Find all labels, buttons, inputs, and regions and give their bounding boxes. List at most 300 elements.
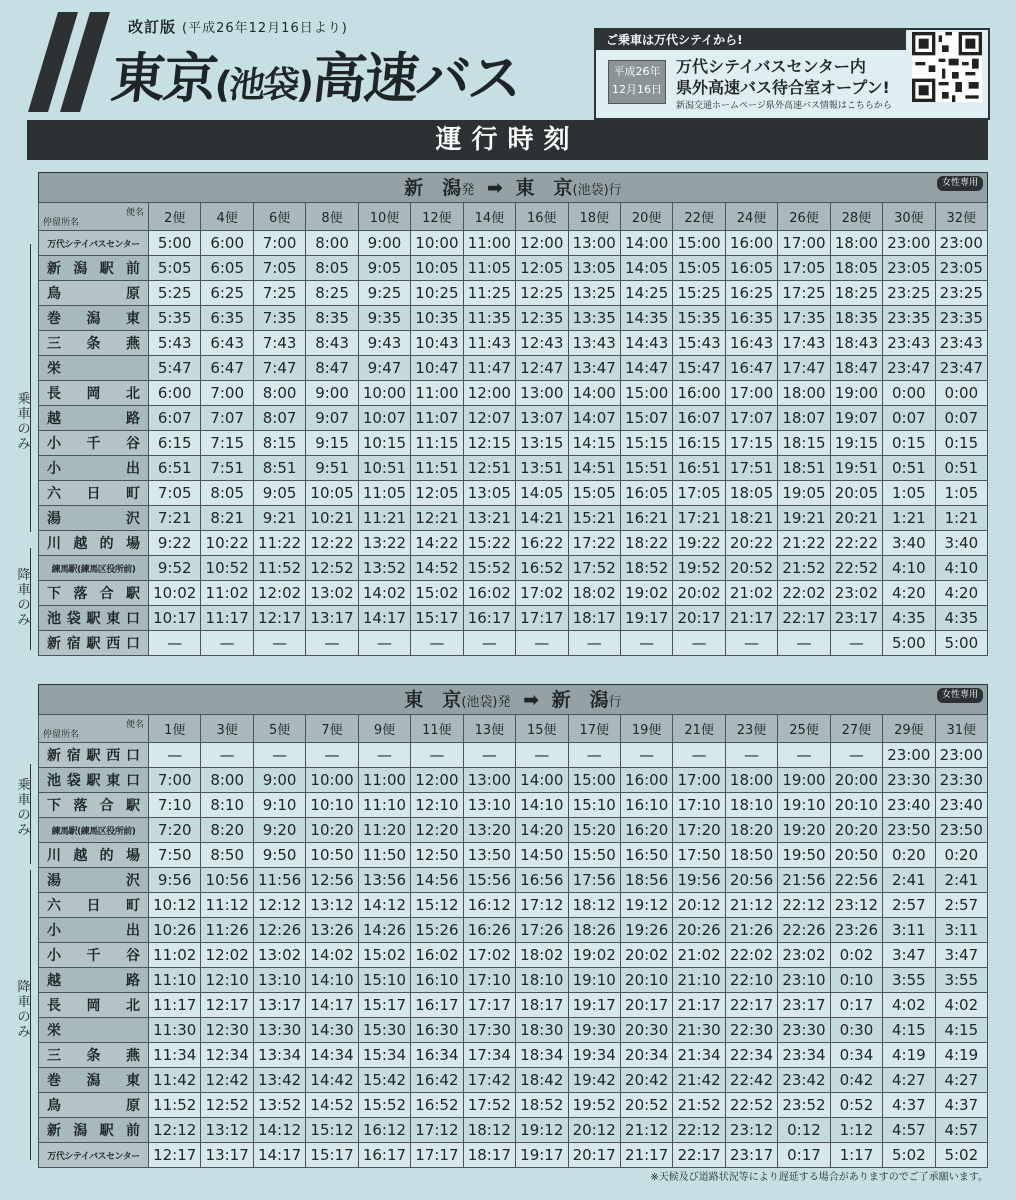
outbound-table — [38, 202, 988, 656]
time-cell: 15:17 — [306, 1143, 358, 1168]
time-cell: 21:12 — [620, 1118, 672, 1143]
time-cell: 11:17 — [149, 993, 201, 1018]
bus-number-header: 8便 — [306, 203, 358, 231]
bus-number-header: 29便 — [883, 715, 935, 743]
time-cell: 16:52 — [516, 556, 568, 581]
time-cell: 12:17 — [201, 993, 253, 1018]
time-cell: 0:52 — [830, 1093, 882, 1118]
time-cell: 10:25 — [411, 281, 463, 306]
corner-bus-label: 便名 — [125, 208, 144, 218]
time-cell: 17:52 — [568, 556, 620, 581]
time-cell: 10:22 — [201, 531, 253, 556]
bus-number-header: 24便 — [725, 203, 777, 231]
time-cell: 4:20 — [935, 581, 987, 606]
time-cell: 15:50 — [568, 843, 620, 868]
time-cell: 4:10 — [883, 556, 935, 581]
time-cell: 15:30 — [358, 1018, 410, 1043]
time-cell: 13:02 — [306, 581, 358, 606]
time-cell: 18:00 — [725, 768, 777, 793]
time-cell: 11:02 — [201, 581, 253, 606]
time-cell: 18:00 — [830, 231, 882, 256]
time-cell: 13:10 — [253, 968, 305, 993]
time-cell: 5:35 — [149, 306, 201, 331]
time-cell: 16:22 — [516, 531, 568, 556]
time-cell: 11:07 — [411, 406, 463, 431]
time-cell: 13:51 — [516, 456, 568, 481]
time-cell: 4:02 — [883, 993, 935, 1018]
time-cell: 13:02 — [253, 943, 305, 968]
time-cell: 16:10 — [620, 793, 672, 818]
table-row — [39, 1018, 988, 1043]
time-cell: 23:40 — [883, 793, 935, 818]
time-cell: 23:00 — [935, 743, 987, 768]
time-cell: 11:15 — [411, 431, 463, 456]
time-cell: 10:05 — [306, 481, 358, 506]
stop-name: 新潟駅前 — [39, 256, 149, 281]
time-cell: 15:10 — [358, 968, 410, 993]
time-cell: 0:42 — [830, 1068, 882, 1093]
time-cell: 14:15 — [568, 431, 620, 456]
time-cell: — — [149, 743, 201, 768]
time-cell: 21:52 — [778, 556, 830, 581]
inbound-table-body — [39, 743, 988, 1168]
time-cell: 11:52 — [149, 1093, 201, 1118]
time-cell: 23:30 — [883, 768, 935, 793]
time-cell: 23:34 — [778, 1043, 830, 1068]
time-cell: 9:00 — [253, 768, 305, 793]
time-cell: 0:20 — [935, 843, 987, 868]
time-cell: 11:00 — [463, 231, 515, 256]
time-cell: 10:00 — [358, 381, 410, 406]
stop-name: 湯沢 — [39, 868, 149, 893]
time-cell: 14:47 — [620, 356, 672, 381]
footnote: ※天候及び道路状況等により遅延する場合がありますのでご了承願います。 — [650, 1172, 988, 1183]
time-cell: 5:47 — [149, 356, 201, 381]
time-cell: 19:21 — [778, 506, 830, 531]
time-cell: 10:21 — [306, 506, 358, 531]
corner-stop-label: 停留所名 — [43, 218, 80, 228]
time-cell: 13:00 — [568, 231, 620, 256]
time-cell: 4:57 — [935, 1118, 987, 1143]
edition-date: (平成26年12月16日より) — [182, 21, 348, 36]
notice-date-day: 12月16日 — [612, 83, 662, 96]
time-cell: 16:52 — [411, 1093, 463, 1118]
stop-name: 越路 — [39, 406, 149, 431]
time-cell: 2:41 — [935, 868, 987, 893]
time-cell: 23:17 — [830, 606, 882, 631]
time-cell: — — [253, 631, 305, 656]
bus-number-header: 12便 — [411, 203, 463, 231]
time-cell: 11:10 — [358, 793, 410, 818]
time-cell: — — [725, 631, 777, 656]
time-cell: 20:30 — [620, 1018, 672, 1043]
time-cell: 13:17 — [201, 1143, 253, 1168]
bus-number-header: 19便 — [620, 715, 672, 743]
stop-name: 六日町 — [39, 893, 149, 918]
time-cell: 14:43 — [620, 331, 672, 356]
time-cell: 17:47 — [778, 356, 830, 381]
time-cell: 2:41 — [883, 868, 935, 893]
time-cell: 6:51 — [149, 456, 201, 481]
time-cell: 11:52 — [253, 556, 305, 581]
time-cell: 18:05 — [725, 481, 777, 506]
time-cell: 0:07 — [883, 406, 935, 431]
time-cell: — — [516, 631, 568, 656]
stop-name: 練馬駅(練馬区役所前) — [39, 556, 149, 581]
time-cell: 3:11 — [935, 918, 987, 943]
time-cell: 8:15 — [253, 431, 305, 456]
time-cell: 19:00 — [830, 381, 882, 406]
time-cell: 18:02 — [516, 943, 568, 968]
time-cell: 18:30 — [516, 1018, 568, 1043]
time-cell: 7:15 — [201, 431, 253, 456]
time-cell: 7:43 — [253, 331, 305, 356]
time-cell: 16:12 — [358, 1118, 410, 1143]
time-cell: 19:02 — [568, 943, 620, 968]
time-cell: 12:02 — [201, 943, 253, 968]
time-cell: 14:10 — [306, 968, 358, 993]
time-cell: 8:00 — [306, 231, 358, 256]
board-only-label-inbound: 乗車のみ — [17, 778, 31, 838]
time-cell: 19:52 — [673, 556, 725, 581]
outbound-ikebukuro: (池袋) — [572, 183, 609, 198]
bus-number-header: 5便 — [253, 715, 305, 743]
time-cell: 19:50 — [778, 843, 830, 868]
time-cell: 14:34 — [306, 1043, 358, 1068]
notice-headline: ご乗車は万代シテイから! — [596, 30, 906, 50]
time-cell: 12:21 — [411, 506, 463, 531]
table-row — [39, 431, 988, 456]
time-cell: 18:20 — [725, 818, 777, 843]
time-cell: 17:21 — [673, 506, 725, 531]
outbound-route-title — [38, 172, 988, 202]
time-cell: 7:51 — [201, 456, 253, 481]
time-cell: 9:05 — [358, 256, 410, 281]
bus-number-header: 16便 — [516, 203, 568, 231]
time-cell: 18:25 — [830, 281, 882, 306]
time-cell: 17:07 — [725, 406, 777, 431]
time-cell: — — [149, 631, 201, 656]
corner-cell — [39, 203, 149, 231]
time-cell: 19:00 — [778, 768, 830, 793]
time-cell: 12:56 — [306, 868, 358, 893]
time-cell: 13:52 — [358, 556, 410, 581]
time-cell: 10:10 — [306, 793, 358, 818]
time-cell: 13:17 — [253, 993, 305, 1018]
time-cell: 14:17 — [253, 1143, 305, 1168]
time-cell: 4:19 — [935, 1043, 987, 1068]
time-cell: 10:56 — [201, 868, 253, 893]
time-cell: 11:51 — [411, 456, 463, 481]
time-cell: 14:26 — [358, 918, 410, 943]
time-cell: 8:25 — [306, 281, 358, 306]
time-cell: — — [463, 631, 515, 656]
time-cell: 12:51 — [463, 456, 515, 481]
time-cell: 15:07 — [620, 406, 672, 431]
time-cell: 14:20 — [516, 818, 568, 843]
time-cell: 9:50 — [253, 843, 305, 868]
bus-number-header: 26便 — [778, 203, 830, 231]
time-cell: — — [568, 631, 620, 656]
bus-number-header: 7便 — [306, 715, 358, 743]
time-cell: 11:10 — [149, 968, 201, 993]
time-cell: 7:05 — [149, 481, 201, 506]
time-cell: 15:00 — [620, 381, 672, 406]
inbound-to: 新 潟 — [551, 689, 609, 711]
time-cell: 9:00 — [358, 231, 410, 256]
time-cell: — — [673, 743, 725, 768]
time-cell: 21:26 — [725, 918, 777, 943]
time-cell: 8:00 — [201, 768, 253, 793]
time-cell: 22:34 — [725, 1043, 777, 1068]
time-cell: 15:12 — [306, 1118, 358, 1143]
time-cell: 23:43 — [935, 331, 987, 356]
time-cell: 16:00 — [725, 231, 777, 256]
stop-name: 万代シテイバスセンター — [39, 1143, 149, 1168]
bus-number-header: 17便 — [568, 715, 620, 743]
time-cell: — — [620, 631, 672, 656]
time-cell: 11:05 — [463, 256, 515, 281]
time-cell: 18:00 — [778, 381, 830, 406]
time-cell: 23:02 — [830, 581, 882, 606]
time-cell: 21:30 — [673, 1018, 725, 1043]
time-cell: 5:00 — [883, 631, 935, 656]
time-cell: 15:47 — [673, 356, 725, 381]
bus-number-header: 2便 — [149, 203, 201, 231]
time-cell: 13:15 — [516, 431, 568, 456]
time-cell: 13:42 — [253, 1068, 305, 1093]
stop-name: 小出 — [39, 456, 149, 481]
time-cell: 18:15 — [778, 431, 830, 456]
time-cell: 5:05 — [149, 256, 201, 281]
time-cell: 7:21 — [149, 506, 201, 531]
time-cell: 6:05 — [201, 256, 253, 281]
outbound-bound-suffix: 行 — [608, 183, 622, 198]
time-cell: 11:21 — [358, 506, 410, 531]
time-cell: 19:15 — [830, 431, 882, 456]
time-cell: 0:20 — [883, 843, 935, 868]
table-row — [39, 1068, 988, 1093]
notice-date-badge — [608, 60, 666, 104]
time-cell: 22:26 — [778, 918, 830, 943]
inbound-bound-suffix: 行 — [608, 695, 622, 710]
stop-name: 池袋駅東口 — [39, 768, 149, 793]
time-cell: 17:17 — [463, 993, 515, 1018]
table-row — [39, 631, 988, 656]
time-cell: 12:10 — [201, 968, 253, 993]
time-cell: 9:07 — [306, 406, 358, 431]
time-cell: 14:12 — [253, 1118, 305, 1143]
time-cell: 7:05 — [253, 256, 305, 281]
time-cell: 19:12 — [620, 893, 672, 918]
time-cell: 18:12 — [463, 1118, 515, 1143]
time-cell: 20:00 — [830, 768, 882, 793]
time-cell: 14:07 — [568, 406, 620, 431]
time-cell: 18:22 — [620, 531, 672, 556]
time-cell: 18:05 — [830, 256, 882, 281]
bus-number-header: 20便 — [620, 203, 672, 231]
table-row — [39, 581, 988, 606]
time-cell: 20:12 — [568, 1118, 620, 1143]
time-cell: 18:07 — [778, 406, 830, 431]
table-row — [39, 306, 988, 331]
time-cell: 16:05 — [725, 256, 777, 281]
time-cell: 2:57 — [883, 893, 935, 918]
stop-name: 小千谷 — [39, 431, 149, 456]
inbound-from: 東 京 — [404, 689, 462, 711]
time-cell: 23:05 — [883, 256, 935, 281]
time-cell: 17:25 — [778, 281, 830, 306]
bus-number-header: 4便 — [201, 203, 253, 231]
time-cell: 14:50 — [516, 843, 568, 868]
time-cell: 6:07 — [149, 406, 201, 431]
time-cell: 23:17 — [778, 993, 830, 1018]
time-cell: 16:50 — [620, 843, 672, 868]
time-cell: 23:12 — [830, 893, 882, 918]
time-cell: 12:34 — [201, 1043, 253, 1068]
time-cell: — — [411, 743, 463, 768]
time-cell: 20:10 — [620, 968, 672, 993]
time-cell: 10:07 — [358, 406, 410, 431]
time-cell: 12:12 — [149, 1118, 201, 1143]
outbound-table-body — [39, 231, 988, 656]
time-cell: 18:02 — [568, 581, 620, 606]
time-cell: 13:12 — [201, 1118, 253, 1143]
time-cell: 7:50 — [149, 843, 201, 868]
bus-number-header: 21便 — [673, 715, 725, 743]
stop-name: 川越的場 — [39, 531, 149, 556]
time-cell: 7:20 — [149, 818, 201, 843]
time-cell: 14:02 — [358, 581, 410, 606]
time-cell: 9:35 — [358, 306, 410, 331]
time-cell: 3:40 — [883, 531, 935, 556]
time-cell: 3:11 — [883, 918, 935, 943]
time-cell: 18:17 — [516, 993, 568, 1018]
time-cell: 22:52 — [830, 556, 882, 581]
time-cell: 20:52 — [620, 1093, 672, 1118]
time-cell: — — [201, 743, 253, 768]
qr-code-icon[interactable] — [912, 32, 982, 102]
stop-name: 鳥原 — [39, 281, 149, 306]
time-cell: 16:26 — [463, 918, 515, 943]
stop-name: 長岡北 — [39, 993, 149, 1018]
time-cell: 4:10 — [935, 556, 987, 581]
time-cell: 7:00 — [201, 381, 253, 406]
table-row — [39, 231, 988, 256]
time-cell: 19:34 — [568, 1043, 620, 1068]
time-cell: 11:34 — [149, 1043, 201, 1068]
time-cell: 16:02 — [411, 943, 463, 968]
time-cell: 12:50 — [411, 843, 463, 868]
time-cell: 18:10 — [516, 968, 568, 993]
time-cell: 17:35 — [778, 306, 830, 331]
time-cell: 15:15 — [620, 431, 672, 456]
time-cell: 17:22 — [568, 531, 620, 556]
time-cell: 0:17 — [830, 993, 882, 1018]
time-cell: 19:10 — [568, 968, 620, 993]
time-cell: 23:47 — [883, 356, 935, 381]
table-row — [39, 993, 988, 1018]
time-cell: 15:12 — [411, 893, 463, 918]
right-arrow-icon: ➡ — [486, 177, 503, 199]
time-cell: 23:50 — [935, 818, 987, 843]
time-cell: 10:05 — [411, 256, 463, 281]
time-cell: 12:00 — [411, 768, 463, 793]
bus-number-header: 30便 — [883, 203, 935, 231]
time-cell: 5:00 — [149, 231, 201, 256]
time-cell: 0:30 — [830, 1018, 882, 1043]
time-cell: 14:25 — [620, 281, 672, 306]
time-cell: 7:00 — [253, 231, 305, 256]
time-cell: 12:00 — [463, 381, 515, 406]
time-cell: 8:21 — [201, 506, 253, 531]
time-cell: 21:17 — [620, 1143, 672, 1168]
time-cell: 18:43 — [830, 331, 882, 356]
time-cell: 13:00 — [516, 381, 568, 406]
time-cell: 4:02 — [935, 993, 987, 1018]
time-cell: 13:52 — [253, 1093, 305, 1118]
time-cell: 17:43 — [778, 331, 830, 356]
inbound-timetable — [38, 684, 988, 1168]
time-cell: 11:35 — [463, 306, 515, 331]
time-cell: 10:12 — [149, 893, 201, 918]
table-row — [39, 818, 988, 843]
bus-number-header: 25便 — [778, 715, 830, 743]
time-cell: 11:02 — [149, 943, 201, 968]
time-cell: 10:00 — [306, 768, 358, 793]
time-cell: 18:35 — [830, 306, 882, 331]
stop-name: 新潟駅前 — [39, 1118, 149, 1143]
time-cell: 22:10 — [725, 968, 777, 993]
time-cell: 20:21 — [830, 506, 882, 531]
time-cell: 14:17 — [306, 993, 358, 1018]
stop-name: 鳥原 — [39, 1093, 149, 1118]
time-cell: 19:51 — [830, 456, 882, 481]
time-cell: 19:07 — [830, 406, 882, 431]
time-cell: 8:43 — [306, 331, 358, 356]
time-cell: 20:20 — [830, 818, 882, 843]
table-row — [39, 768, 988, 793]
time-cell: 12:20 — [411, 818, 463, 843]
table-row — [39, 506, 988, 531]
time-cell: 12:47 — [516, 356, 568, 381]
time-cell: 0:34 — [830, 1043, 882, 1068]
inbound-header-row — [39, 715, 988, 743]
title-slash-decoration — [28, 12, 118, 112]
time-cell: 7:47 — [253, 356, 305, 381]
time-cell: 20:05 — [830, 481, 882, 506]
time-cell: 14:42 — [306, 1068, 358, 1093]
time-cell: 22:02 — [725, 943, 777, 968]
time-cell: 14:52 — [411, 556, 463, 581]
time-cell: 12:02 — [253, 581, 305, 606]
time-cell: 2:57 — [935, 893, 987, 918]
time-cell: 1:12 — [830, 1118, 882, 1143]
time-cell: 20:22 — [725, 531, 777, 556]
time-cell: 9:43 — [358, 331, 410, 356]
time-cell: 21:02 — [673, 943, 725, 968]
time-cell: 14:21 — [516, 506, 568, 531]
time-cell: 13:12 — [306, 893, 358, 918]
time-cell: 23:50 — [883, 818, 935, 843]
outbound-from: 新 潟 — [404, 177, 462, 199]
time-cell: 11:30 — [149, 1018, 201, 1043]
bus-number-header: 10便 — [358, 203, 410, 231]
time-cell: 8:20 — [201, 818, 253, 843]
time-cell: 4:37 — [883, 1093, 935, 1118]
time-cell: 15:00 — [568, 768, 620, 793]
title-tokyo: 東京 — [108, 47, 219, 110]
